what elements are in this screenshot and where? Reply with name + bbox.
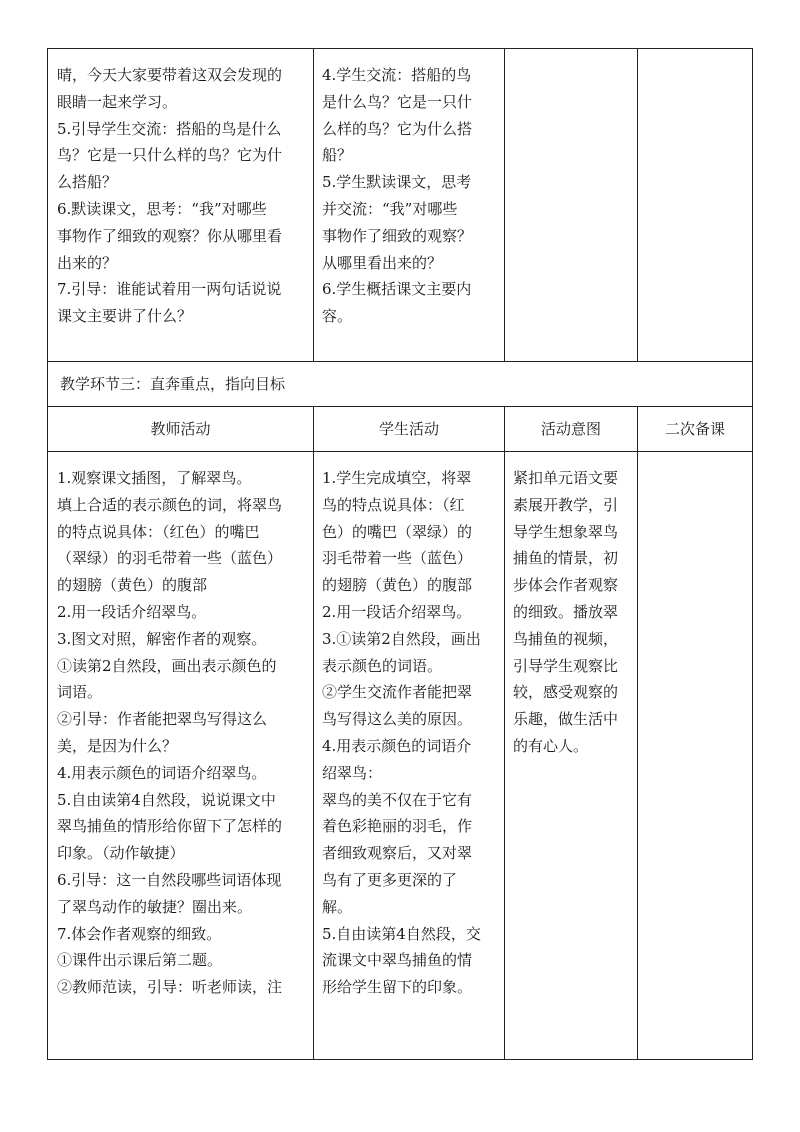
- text-line: 色）的嘴巴（翠绿）的: [322, 522, 473, 541]
- text-line: 的特点说具体：（红色）的嘴巴: [57, 522, 260, 541]
- text-line: 解。: [322, 897, 353, 916]
- text-line: 5.自由读第4自然段，交: [322, 924, 481, 943]
- text-line: 鸟写得这么美的原因。: [322, 710, 473, 729]
- text-line: ①课件出示课后第二题。: [57, 951, 223, 970]
- text-line: 美，是因为什么？: [57, 736, 178, 755]
- text-line: 2.用一段话介绍翠鸟。: [322, 602, 472, 621]
- top-student-cell: [322, 62, 472, 330]
- text-line: 么搭船？: [57, 173, 118, 192]
- text-line: 印象。（动作敏捷）: [57, 844, 185, 863]
- main-teacher-cell: [57, 465, 282, 1001]
- text-line: 的翅膀（黄色）的腹部: [322, 576, 473, 595]
- text-line: 导学生想象翠鸟: [513, 522, 619, 541]
- text-line: 7.体会作者观察的细致。: [57, 924, 222, 943]
- table-bottom-border: [47, 1059, 753, 1060]
- text-line: ①读第2自然段，画出表示颜色的: [57, 656, 277, 675]
- text-line: 了翠鸟动作的敏捷？圈出来。: [57, 897, 253, 916]
- header-bottom-border: [47, 451, 753, 452]
- text-line: 较，感受观察的: [513, 683, 619, 702]
- text-line: 流课文中翠鸟捕鱼的情: [322, 951, 473, 970]
- text-line: 步体会作者观察: [513, 576, 619, 595]
- text-line: 5.引导学生交流：搭船的鸟是什么: [57, 119, 282, 138]
- header-teacher-activity: 教师活动: [150, 420, 211, 438]
- section-top-border: [47, 361, 753, 362]
- text-line: 课文主要讲了什么？: [57, 307, 193, 326]
- text-line: 着色彩艳丽的羽毛，作: [322, 817, 473, 836]
- header-student-activity: 学生活动: [378, 420, 439, 438]
- text-line: 事物作了细致的观察？你从哪里看: [57, 226, 283, 245]
- text-line: 晴，今天大家要带着这双会发现的: [57, 66, 283, 84]
- text-line: 翠鸟捕鱼的情形给你留下了怎样的: [57, 817, 283, 836]
- column-divider-3: [637, 48, 638, 361]
- text-line: 2.用一段话介绍翠鸟。: [57, 602, 207, 621]
- text-line: 5.学生默读课文，思考: [322, 173, 472, 192]
- text-line: 并交流：“我”对哪些: [322, 199, 458, 218]
- text-line: 乐趣，做生活中: [513, 710, 619, 729]
- text-line: 容。: [322, 307, 353, 326]
- text-line: 填上合适的表示颜色的词，将翠鸟: [57, 495, 283, 514]
- text-line: 7.引导：谁能试着用一两句话说说: [57, 280, 282, 299]
- text-line: 么样的鸟？它为什么搭: [322, 119, 473, 138]
- top-teacher-cell: [57, 62, 282, 330]
- text-line: 5.自由读第4自然段，说说课文中: [57, 790, 276, 809]
- text-line: 眼睛一起来学习。: [57, 92, 178, 111]
- text-line: 的细致。播放翠: [513, 602, 619, 621]
- text-line: 6.默读课文，思考：“我”对哪些: [57, 199, 267, 218]
- text-line: ②教师范读，引导：听老师读，注: [57, 978, 283, 997]
- text-line: 捕鱼的情景，初: [513, 549, 619, 568]
- text-line: 的翅膀（黄色）的腹部: [57, 576, 208, 595]
- text-line: 1.观察课文插图，了解翠鸟。: [57, 469, 252, 487]
- text-line: 4.用表示颜色的词语介: [322, 736, 472, 755]
- table-right-border: [752, 48, 753, 1060]
- text-line: 6.引导：这一自然段哪些词语体现: [57, 870, 282, 889]
- text-line: 3.图文对照，解密作者的观察。: [57, 629, 267, 648]
- main-student-cell: [322, 465, 481, 1001]
- table-top-border: [47, 48, 753, 49]
- text-line: 的有心人。: [513, 736, 589, 755]
- header-second-preparation: 二次备课: [664, 420, 725, 438]
- text-line: 船？: [322, 146, 353, 165]
- text-line: 是什么鸟？它是一只什: [322, 92, 473, 111]
- text-line: 鸟有了更多更深的了: [322, 870, 458, 889]
- text-line: 形给学生留下的印象。: [322, 978, 473, 997]
- header-top-border: [47, 406, 753, 407]
- text-line: 鸟？它是一只什么样的鸟？它为什: [57, 146, 283, 165]
- text-line: 引导学生观察比: [513, 656, 619, 675]
- column-divider-2: [504, 48, 505, 361]
- table-left-border: [47, 48, 48, 1060]
- text-line: 表示颜色的词语。: [322, 656, 443, 675]
- header-activity-intent: 活动意图: [540, 420, 601, 438]
- column-divider-2b: [504, 406, 505, 1060]
- text-line: 1.学生完成填空，将翠: [322, 469, 472, 487]
- column-divider-1: [313, 48, 314, 361]
- text-line: 绍翠鸟：: [322, 763, 383, 782]
- column-divider-3b: [637, 406, 638, 1060]
- main-intent-cell: [513, 465, 618, 760]
- text-line: 事物作了细致的观察？: [322, 226, 473, 245]
- text-line: 羽毛带着一些（蓝色）: [322, 549, 473, 568]
- text-line: 出来的？: [57, 253, 118, 272]
- text-line: 从哪里看出来的？: [322, 253, 443, 272]
- text-line: 3.①读第2自然段，画出: [322, 629, 481, 648]
- text-line: 素展开教学，引: [513, 495, 619, 514]
- text-line: ②引导：作者能把翠鸟写得这么: [57, 710, 268, 729]
- section-title: 教学环节三：直奔重点，指向目标: [60, 375, 286, 393]
- text-line: 紧扣单元语文要: [513, 469, 619, 487]
- text-line: 翠鸟的美不仅在于它有: [322, 790, 473, 809]
- text-line: 6.学生概括课文主要内: [322, 280, 472, 299]
- text-line: （翠绿）的羽毛带着一些（蓝色）: [57, 549, 283, 568]
- text-line: 鸟捕鱼的视频，: [513, 629, 619, 648]
- text-line: ②学生交流作者能把翠: [322, 683, 473, 702]
- text-line: 鸟的特点说具体：（红: [322, 495, 465, 514]
- text-line: 4.用表示颜色的词语介绍翠鸟。: [57, 763, 267, 782]
- column-divider-1b: [313, 406, 314, 1060]
- text-line: 者细致观察后，又对翠: [322, 844, 473, 863]
- text-line: 词语。: [57, 683, 103, 702]
- text-line: 4.学生交流：搭船的鸟: [322, 66, 472, 84]
